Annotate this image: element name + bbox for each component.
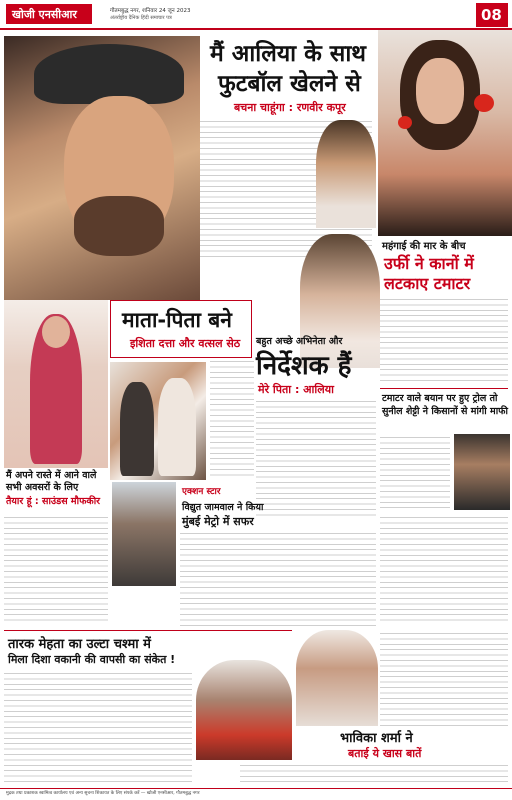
urfi-headline-3: लटकाए टमाटर [384,274,471,293]
masthead [0,0,512,30]
saiee-body-text [4,514,108,622]
urfi-face [416,58,464,124]
suniel-body-text [380,434,450,508]
vidyut-kicker: एक्शन स्टार [182,487,221,497]
vidyut-photo [112,482,176,586]
lead-headline-1: मैं आलिया के साथ [210,41,366,67]
ishita-body-text [210,358,254,478]
dateline: गौतमबुद्ध नगर, शनिवार 24 जून 2023 [110,8,191,14]
urfi-photo [378,30,512,236]
suniel-headline: टमाटर वाले बयान पर हुए ट्रोल तो सुनील शेट्टी ने किसानों से मांगी माफी [382,393,508,417]
bhavika-headline-1: भाविका शर्मा ने [340,731,413,746]
alia-headline-1: बहुत अच्छे अभिनेता और [256,336,343,347]
ranbir-photo [4,36,200,300]
saiee-photo [4,300,108,468]
lead-headline-2: फुटबॉल खेलने से [218,71,361,97]
subline: अंतर्राष्ट्रीय दैनिक हिंदी समाचार पत्र [110,15,172,21]
tmkoc-body-text [4,670,192,786]
paper-name-block [6,4,92,24]
ishita-photo [110,362,206,480]
urfi-headline-2: उर्फी ने कानों में [384,254,474,273]
page-number: 08 [481,6,502,24]
suniel-body-text-2 [380,514,508,624]
bhavika-photo [296,630,378,726]
tmkoc-rule [4,630,292,631]
alia-headline-2: निर्देशक हैं [256,351,352,381]
disha-photo [196,660,292,760]
saiee-face [42,316,70,348]
saiee-headline-2: तैयार हूं : साउंडस मौफकीर [6,496,101,507]
bhavika-body-text-2 [240,762,508,786]
paper-name: खोजी एनसीआर [12,8,77,21]
vidyut-headline-2: मुंबई मेट्रो में सफर [182,515,254,528]
tomato-2 [398,116,412,129]
saiee-headline-1: मैं अपने रास्ते में आने वाले सभी अवसरों के लिए [6,470,97,493]
vidyut-body-text [180,530,376,626]
bhavika-body-text [380,630,508,726]
alia-football-photo [316,120,376,228]
urfi-body-text [380,296,508,384]
ishita-headline-2: इशिता दत्ता और वत्सल सेठ [130,337,241,350]
footer-imprint: मुद्रक तथा प्रकाशक स्वामित्व कार्यालय एवं अन्य सूचना शिकायत के लिए संपर्क करें — खोजी एनसीआर, गौतमबुद्ध नगर [6,791,200,796]
alia-subhead: मेरे पिता : आलिया [258,383,334,396]
footer-rule [0,788,512,789]
hat-shape [34,44,184,104]
lead-subhead: बचना चाहूंगा : रणवीर कपूर [234,101,346,114]
couple-figure-1 [120,382,154,476]
beard-shape [74,196,164,256]
tmkoc-headline-1: तारक मेहता का उल्टा चश्मा में [8,637,151,652]
tmkoc-headline-2: मिला दिशा वकानी की वापसी का संकेत ! [8,653,176,666]
page-number-block [476,3,508,27]
ishita-headline-1: माता-पिता बने [122,308,232,332]
suniel-photo [454,434,510,510]
tomato-1 [474,94,494,112]
alia-body-text [256,398,376,518]
urfi-section-rule [380,388,508,389]
urfi-headline-1: महंगाई की मार के बीच [382,241,466,252]
couple-figure-2 [158,378,196,476]
vidyut-headline-1: विद्युत जामवाल ने किया [182,502,264,513]
bhavika-headline-2: बताई ये खास बातें [348,747,422,760]
